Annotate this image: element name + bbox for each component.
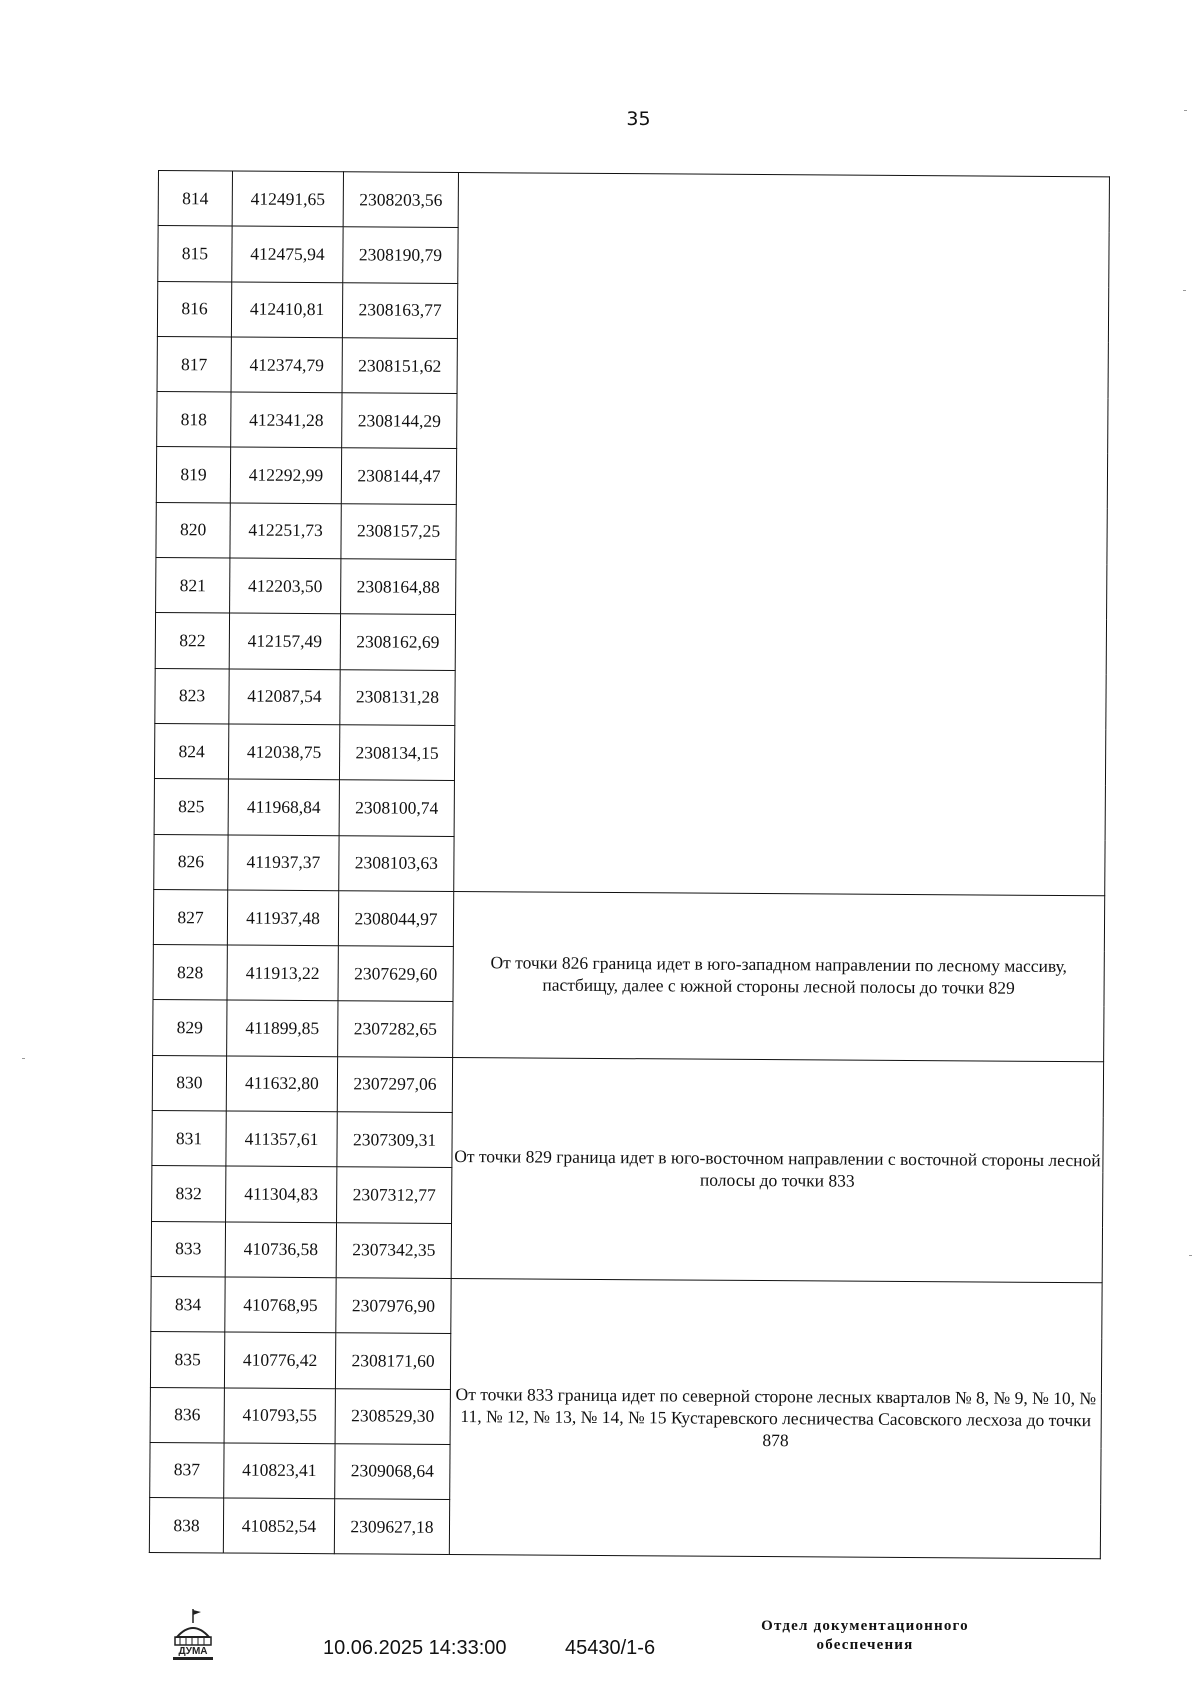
point-number-cell: 838 (149, 1498, 223, 1554)
x-coordinate-cell: 412203,50 (230, 558, 341, 614)
y-coordinate-cell: 2307297,06 (337, 1056, 452, 1112)
y-coordinate-cell: 2307342,35 (336, 1222, 451, 1278)
y-coordinate-cell: 2308144,29 (342, 393, 457, 449)
point-number-cell: 833 (151, 1221, 225, 1277)
svg-text:ДУМА: ДУМА (178, 1646, 208, 1657)
y-coordinate-cell: 2308163,77 (342, 282, 457, 338)
y-coordinate-cell: 2308157,25 (341, 504, 456, 560)
x-coordinate-cell: 411304,83 (226, 1166, 337, 1222)
point-number-cell: 830 (152, 1055, 226, 1111)
x-coordinate-cell: 411913,22 (227, 945, 338, 1001)
x-coordinate-cell: 411968,84 (228, 779, 339, 835)
table-row (151, 1276, 1102, 1338)
x-coordinate-cell: 410823,41 (224, 1443, 335, 1499)
y-coordinate-cell: 2308164,88 (341, 559, 456, 615)
x-coordinate-cell: 411357,61 (226, 1111, 337, 1167)
y-coordinate-cell: 2308190,79 (343, 227, 458, 283)
x-coordinate-cell: 411937,37 (228, 835, 339, 891)
footer-timestamp: 10.06.2025 14:33:00 (323, 1637, 507, 1659)
x-coordinate-cell: 412374,79 (231, 337, 342, 393)
point-number-cell: 824 (154, 723, 228, 779)
point-number-cell: 819 (156, 447, 230, 503)
y-coordinate-cell: 2308151,62 (342, 338, 457, 394)
point-number-cell: 818 (157, 392, 231, 448)
point-number-cell: 826 (154, 834, 228, 890)
y-coordinate-cell: 2308171,60 (335, 1333, 450, 1389)
x-coordinate-cell: 412038,75 (228, 724, 339, 780)
y-coordinate-cell: 2307312,77 (337, 1167, 452, 1223)
point-number-cell: 827 (153, 889, 227, 945)
scan-speck (22, 1058, 25, 1059)
x-coordinate-cell: 412087,54 (229, 669, 340, 725)
x-coordinate-cell: 410852,54 (223, 1498, 334, 1554)
point-number-cell: 814 (158, 171, 232, 227)
point-number-cell: 815 (158, 226, 232, 282)
boundary-description-cell: От точки 829 граница идет в юго-восточном направлении с восточной стороны лесной полосы до точки 833 (451, 1057, 1103, 1283)
x-coordinate-cell: 412292,99 (230, 447, 341, 503)
point-number-cell: 825 (154, 779, 228, 835)
scan-speck (1184, 110, 1187, 111)
footer-document-number: 45430/1-6 (565, 1637, 656, 1659)
page-number: 35 (626, 108, 651, 130)
x-coordinate-cell: 410776,42 (224, 1332, 335, 1388)
point-number-cell: 823 (155, 668, 229, 724)
boundary-description-cell: От точки 833 граница идет по северной стороне лесных кварталов № 8, № 9, № 10, № 11, № 12, № 13, № 14, № 15 Кустаревского лесничества Сасовского лесхоза до точки 878 (449, 1278, 1102, 1559)
table-row (152, 1055, 1103, 1117)
point-number-cell: 828 (153, 945, 227, 1001)
boundary-description-cell: От точки 826 граница идет в юго-западном направлении по лесному массиву, пастбищу, далее с южной стороны лесной полосы до точки 829 (453, 891, 1105, 1061)
y-coordinate-cell: 2308134,15 (339, 725, 454, 781)
x-coordinate-cell: 411899,85 (227, 1000, 338, 1056)
y-coordinate-cell: 2308044,97 (338, 891, 453, 947)
point-number-cell: 834 (151, 1276, 225, 1332)
y-coordinate-cell: 2308100,74 (339, 780, 454, 836)
y-coordinate-cell: 2308103,63 (339, 835, 454, 891)
x-coordinate-cell: 411937,48 (227, 890, 338, 946)
point-number-cell: 822 (155, 613, 229, 669)
y-coordinate-cell: 2308203,56 (343, 172, 458, 228)
x-coordinate-cell: 412475,94 (232, 226, 343, 282)
x-coordinate-cell: 412251,73 (230, 503, 341, 559)
point-number-cell: 829 (153, 1000, 227, 1056)
y-coordinate-cell: 2309068,64 (335, 1444, 450, 1500)
y-coordinate-cell: 2308131,28 (340, 669, 455, 725)
x-coordinate-cell: 410793,55 (224, 1387, 335, 1443)
point-number-cell: 832 (152, 1166, 226, 1222)
boundary-points-table (149, 170, 1110, 1560)
duma-logo (170, 1607, 216, 1661)
x-coordinate-cell: 412341,28 (231, 392, 342, 448)
scan-speck (1189, 1255, 1192, 1256)
table-row (153, 889, 1104, 951)
department-stamp: Отдел документационного обеспечения (761, 1618, 969, 1653)
x-coordinate-cell: 410768,95 (225, 1277, 336, 1333)
point-number-cell: 817 (157, 336, 231, 392)
y-coordinate-cell: 2307629,60 (338, 946, 453, 1002)
boundary-description-cell (454, 172, 1110, 895)
x-coordinate-cell: 410736,58 (225, 1222, 336, 1278)
x-coordinate-cell: 411632,80 (226, 1056, 337, 1112)
x-coordinate-cell: 412410,81 (231, 282, 342, 338)
x-coordinate-cell: 412157,49 (229, 613, 340, 669)
x-coordinate-cell: 412491,65 (232, 171, 343, 227)
point-number-cell: 816 (157, 281, 231, 337)
table-row (158, 171, 1109, 233)
point-number-cell: 821 (156, 558, 230, 614)
point-number-cell: 836 (150, 1387, 224, 1443)
point-number-cell: 831 (152, 1111, 226, 1167)
y-coordinate-cell: 2309627,18 (334, 1499, 449, 1555)
y-coordinate-cell: 2307309,31 (337, 1112, 452, 1168)
y-coordinate-cell: 2308162,69 (340, 614, 455, 670)
y-coordinate-cell: 2308529,30 (335, 1388, 450, 1444)
y-coordinate-cell: 2307976,90 (336, 1278, 451, 1334)
scan-speck (1183, 290, 1186, 291)
point-number-cell: 835 (150, 1332, 224, 1388)
point-number-cell: 837 (150, 1442, 224, 1498)
y-coordinate-cell: 2307282,65 (338, 1001, 453, 1057)
y-coordinate-cell: 2308144,47 (341, 448, 456, 504)
point-number-cell: 820 (156, 502, 230, 558)
